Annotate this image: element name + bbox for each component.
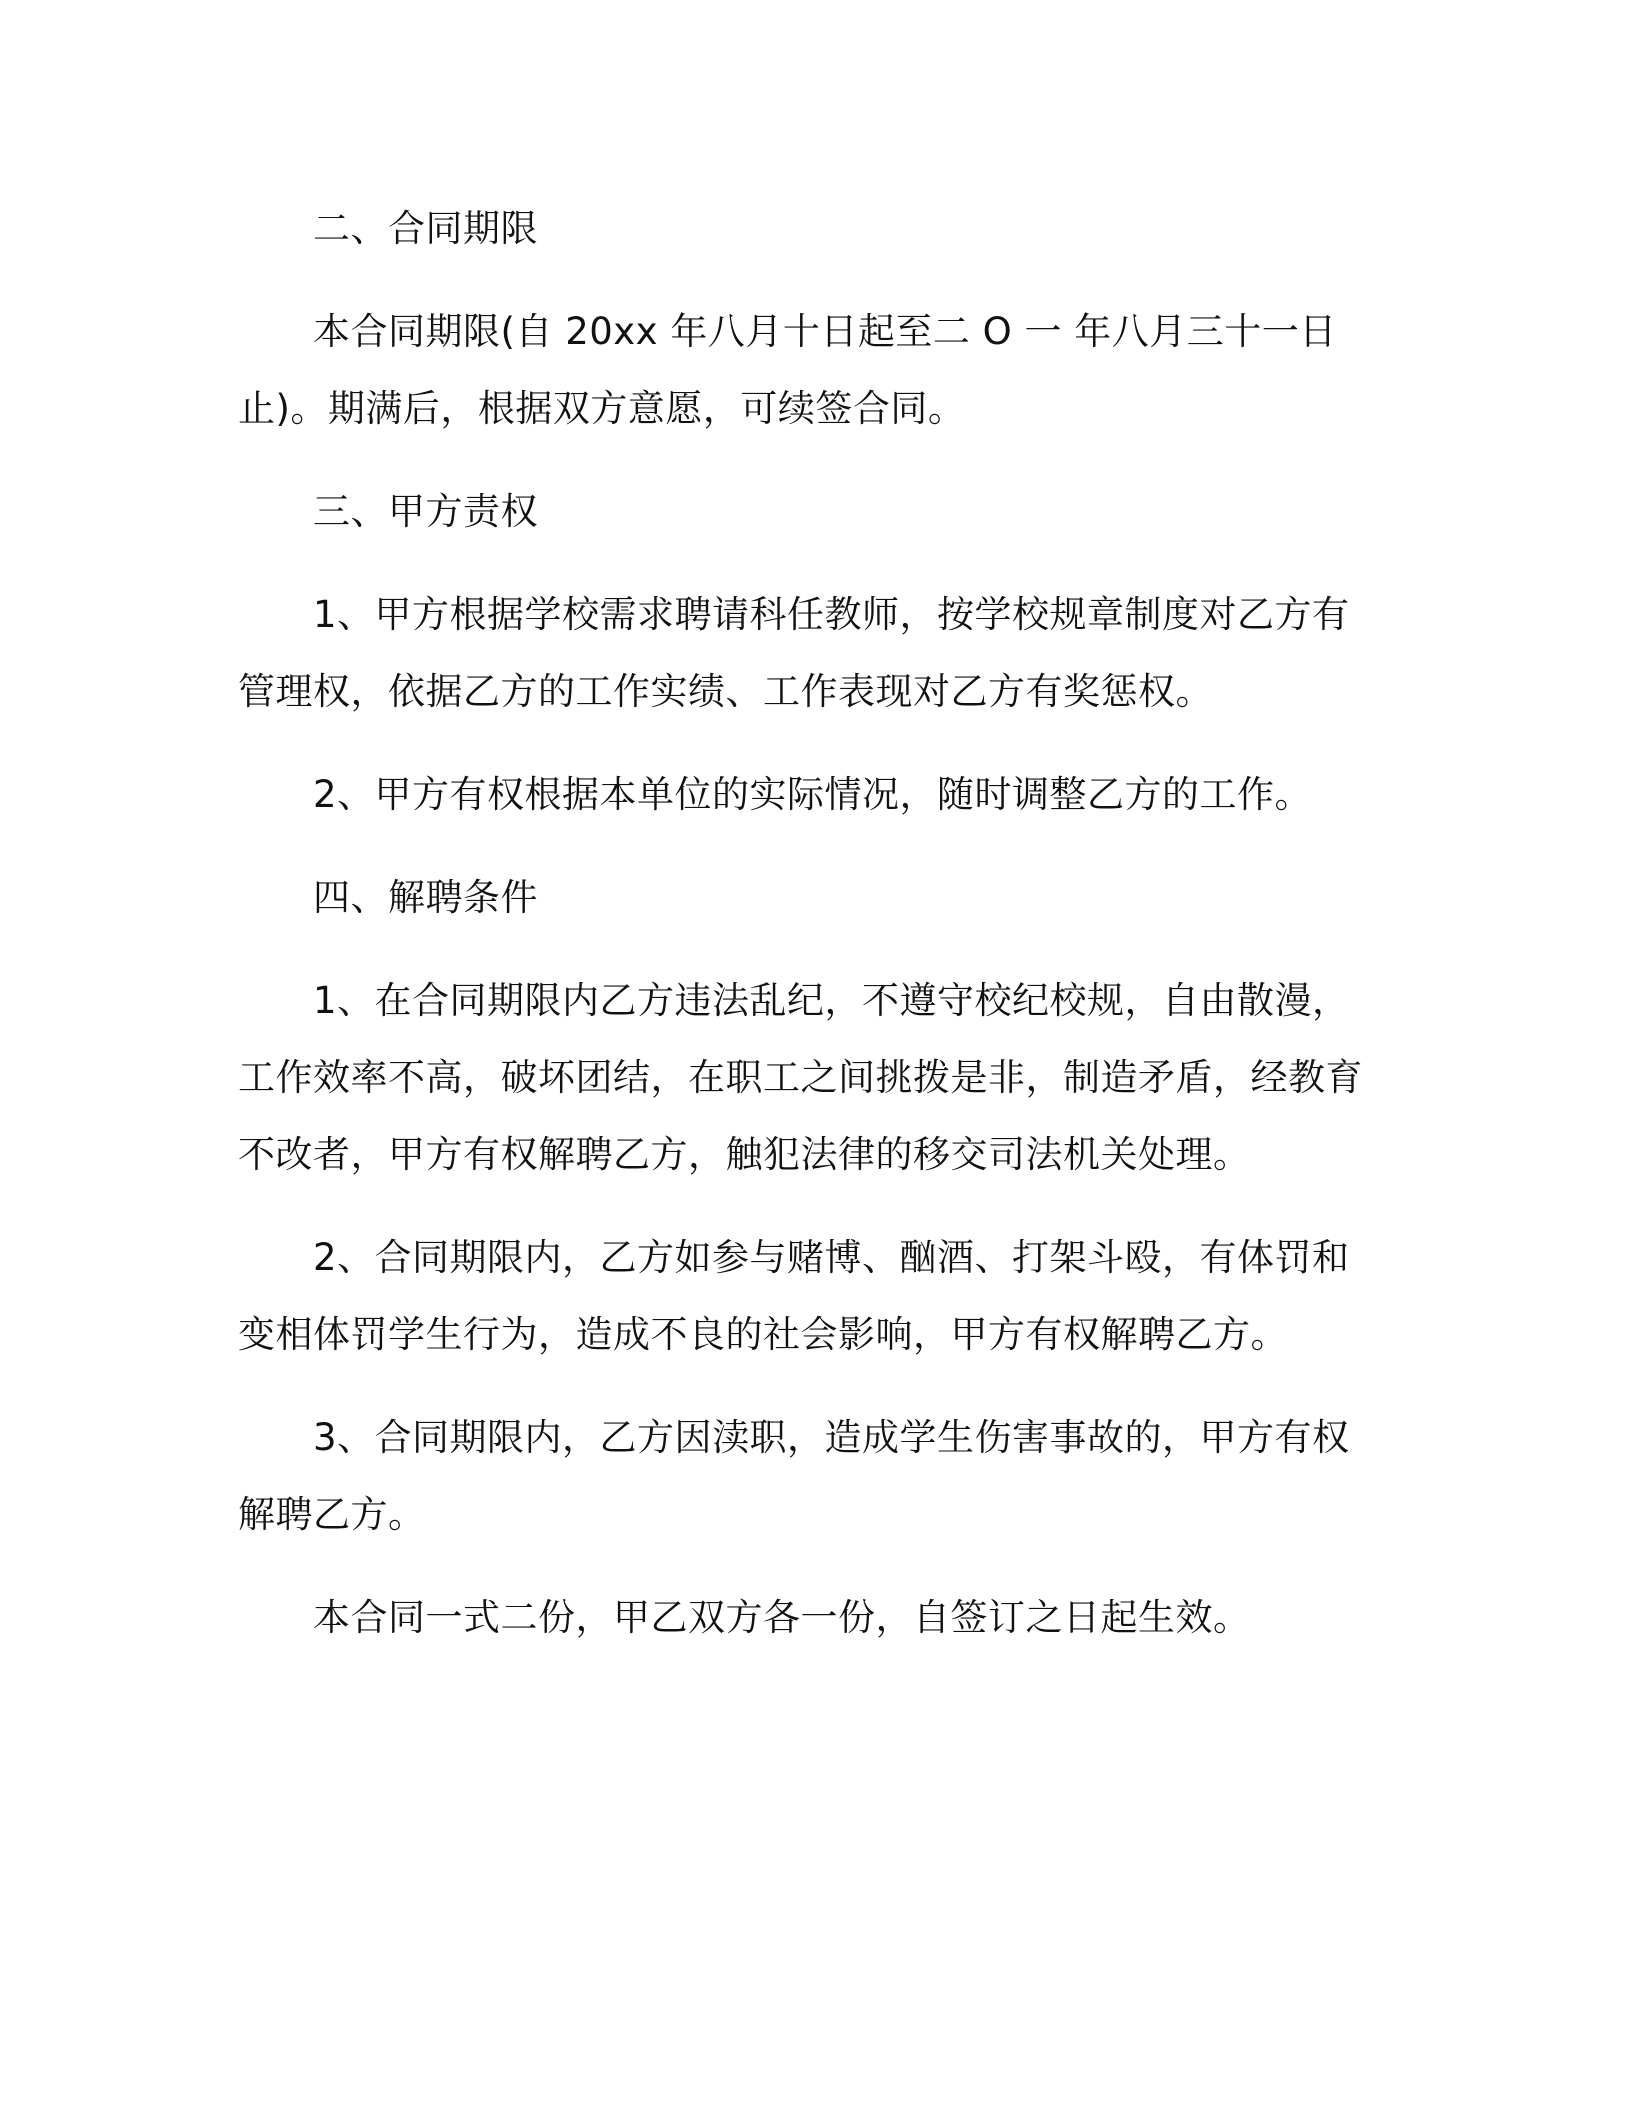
section-heading-dismissal-conditions: 四、解聘条件: [313, 876, 538, 919]
document-body: [238, 190, 1374, 1682]
paragraph-contract-term: 本合同期限(自 20xx 年八月十日起至二 O 一 年八月三十一日止)。期满后，根据双方意愿，可续签合同。: [238, 310, 1337, 430]
section-heading-contract-term: 二、合同期限: [313, 207, 538, 250]
paragraph-dismissal-condition-1: 1、在合同期限内乙方违法乱纪，不遵守校纪校规，自由散漫，工作效率不高，破坏团结，在职工之间挑拨是非，制造矛盾，经教育不改者，甲方有权解聘乙方，触犯法律的移交司法机关处理。: [238, 979, 1363, 1176]
paragraph-contract-copies: 本合同一式二份，甲乙双方各一份，自签订之日起生效。: [313, 1596, 1251, 1639]
paragraph-party-a-right-2: 2、甲方有权根据本单位的实际情况，随时调整乙方的工作。: [313, 773, 1313, 816]
section-heading-party-a-rights: 三、甲方责权: [313, 490, 538, 533]
paragraph-dismissal-condition-3: 3、合同期限内，乙方因渎职，造成学生伤害事故的，甲方有权解聘乙方。: [238, 1416, 1350, 1536]
paragraph-party-a-right-1: 1、甲方根据学校需求聘请科任教师，按学校规章制度对乙方有管理权，依据乙方的工作实绩、工作表现对乙方有奖惩权。: [238, 593, 1350, 713]
paragraph-dismissal-condition-2: 2、合同期限内，乙方如参与赌博、酗酒、打架斗殴，有体罚和变相体罚学生行为，造成不良的社会影响，甲方有权解聘乙方。: [238, 1236, 1350, 1356]
